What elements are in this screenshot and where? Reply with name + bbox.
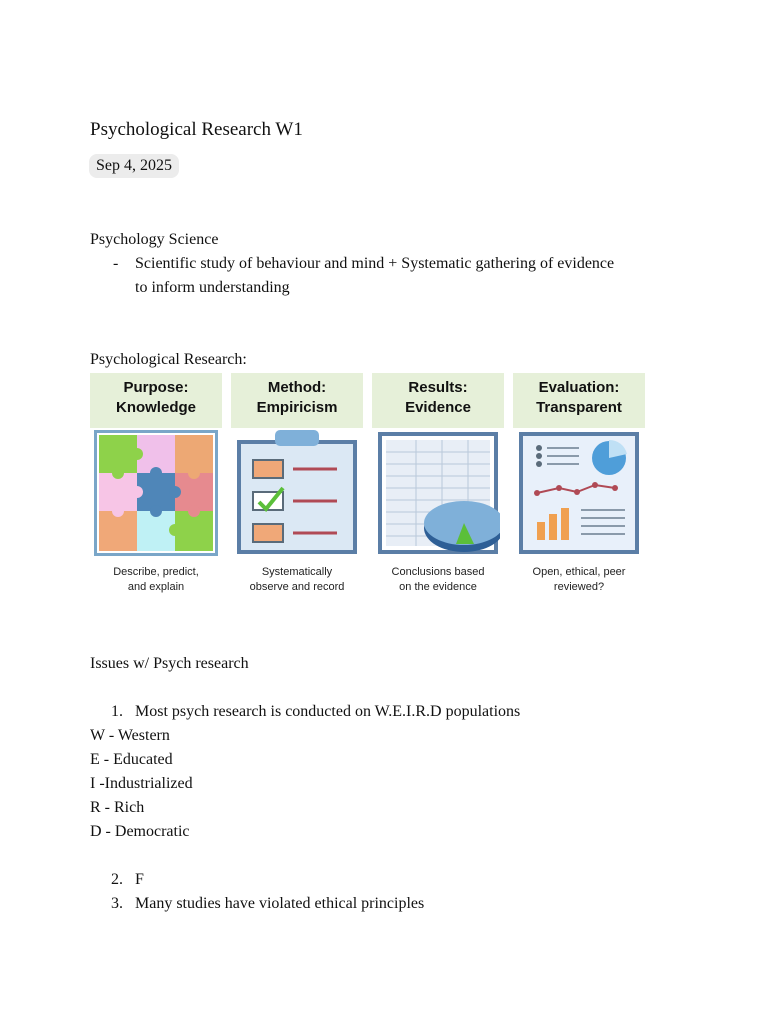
panel-heading: Evaluation: Transparent bbox=[536, 379, 622, 416]
list-number: 2. bbox=[111, 871, 123, 888]
date-chip[interactable]: Sep 4, 2025 bbox=[89, 154, 179, 178]
panel-method bbox=[231, 373, 363, 601]
list-item: Most psych research is conducted on W.E.I.R.D populations bbox=[135, 703, 521, 720]
weird-line-w: W - Western bbox=[90, 727, 170, 744]
panel-purpose bbox=[90, 373, 222, 601]
list-number: 1. bbox=[111, 703, 123, 720]
bullet-line-2: to inform understanding bbox=[135, 279, 290, 296]
panel-results bbox=[372, 373, 504, 601]
weird-line-i: I -Industrialized bbox=[90, 775, 193, 792]
panel-evaluation bbox=[513, 373, 645, 601]
section-heading-issues: Issues w/ Psych research bbox=[90, 655, 249, 672]
weird-line-d: D - Democratic bbox=[90, 823, 190, 840]
weird-line-r: R - Rich bbox=[90, 799, 145, 816]
research-process-figure bbox=[90, 373, 642, 601]
panel-heading: Method: Empiricism bbox=[256, 379, 338, 416]
puzzle-icon bbox=[94, 430, 218, 556]
panel-caption: Open, ethical, peer reviewed? bbox=[532, 566, 626, 593]
list-item: Many studies have violated ethical principles bbox=[135, 895, 425, 912]
list-number: 3. bbox=[111, 895, 123, 912]
panel-heading: Results: Evidence bbox=[405, 379, 471, 416]
bullet-line-1: Scientific study of behaviour and mind + Systematic gathering of evidence bbox=[135, 255, 615, 272]
page-title: Psychological Research W1 bbox=[90, 119, 303, 140]
section-heading-psychological-research: Psychological Research: bbox=[90, 351, 247, 368]
clipboard-checklist-icon bbox=[235, 430, 359, 556]
bullet-marker: - bbox=[113, 255, 119, 272]
section-heading-psychology-science: Psychology Science bbox=[90, 231, 219, 248]
panel-caption: Describe, predict, and explain bbox=[113, 566, 199, 593]
panel-caption: Conclusions based on the evidence bbox=[391, 566, 485, 593]
panel-caption: Systematically observe and record bbox=[249, 566, 345, 593]
panel-heading: Purpose: Knowledge bbox=[115, 379, 196, 416]
report-charts-icon bbox=[517, 430, 641, 556]
list-item: F bbox=[135, 871, 144, 888]
weird-line-e: E - Educated bbox=[90, 751, 173, 768]
bullet-item bbox=[135, 252, 695, 300]
spreadsheet-pie-icon bbox=[376, 430, 500, 556]
